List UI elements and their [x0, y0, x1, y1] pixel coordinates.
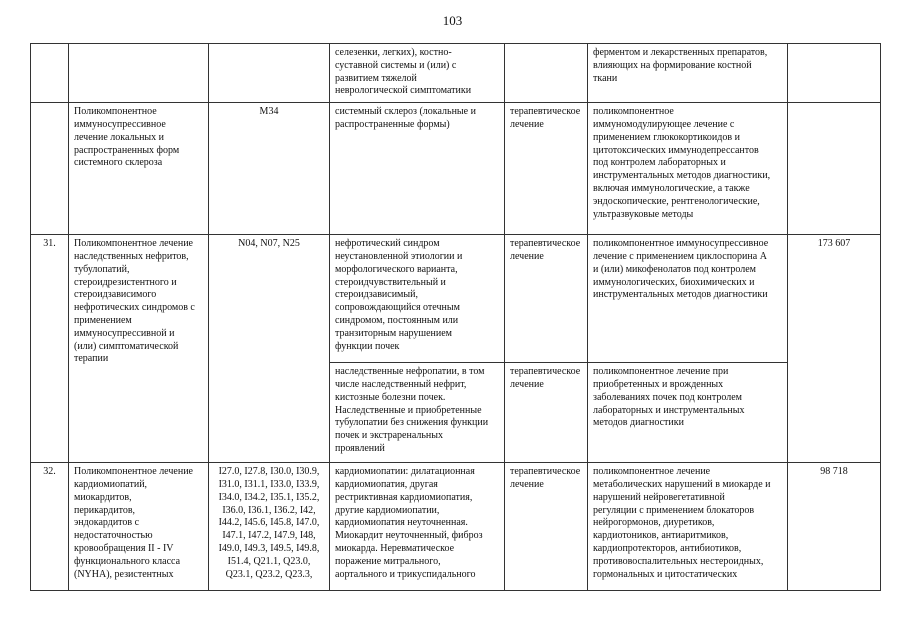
text-line: эндокардитов с — [74, 517, 140, 529]
text-line: поликомпонентное иммуносупрессивное — [593, 238, 769, 250]
text-line: эндоскопические, рентгенологические, — [593, 195, 760, 207]
text-line: применением — [74, 314, 132, 326]
text-line: методов диагностики — [593, 417, 684, 429]
text-line: поликомпонентное лечение при — [593, 366, 729, 378]
text-line: поликомпонентное — [593, 106, 674, 118]
text-line: иммунологических, биохимических и — [593, 276, 755, 288]
text-line: миокардитов, — [74, 491, 132, 503]
text-line: функции почек — [335, 340, 400, 352]
cell-method — [588, 103, 788, 235]
text-line: стероидчувствительный и — [335, 276, 446, 288]
text-line: и (или) микофенолатов под контролем — [593, 263, 756, 275]
text-line: влияющих на формирование костной — [593, 59, 752, 71]
row-number: 31. — [43, 238, 56, 250]
cell-name — [69, 235, 209, 463]
text-line: транзиторным нарушением — [335, 327, 452, 339]
text-line: I31.0, I31.1, I33.0, I33.9, — [218, 478, 320, 490]
cell-name — [69, 44, 209, 103]
text-line: включая иммунологические, а также — [593, 182, 750, 194]
vmp-table — [30, 43, 881, 591]
text-line: ультразвуковые методы — [593, 208, 694, 220]
text-line: почек и экстраренальных — [335, 430, 443, 442]
text-line: кардиомиопатии: дилатационная — [335, 466, 475, 478]
text-line: Наследственные и приобретенные — [335, 404, 482, 416]
page-number: 103 — [442, 13, 463, 28]
cell-name — [69, 463, 209, 591]
text-line: под контролем лабораторных и — [593, 157, 726, 169]
text-line: Миокардит неуточненный, фиброз — [335, 530, 483, 542]
text-line: стероидзависимого — [74, 289, 157, 301]
text-line: M34 — [259, 106, 279, 118]
text-line: приобретенных и врожденных — [593, 378, 724, 390]
text-line: N04, N07, N25 — [238, 238, 300, 250]
text-line: инструментальных методов диагностики — [593, 289, 768, 301]
text-line: лечение — [510, 378, 544, 390]
text-line: заболеваниях почек под контролем — [593, 391, 742, 403]
text-line: рестриктивная кардиомиопатия, — [335, 491, 473, 503]
text-line: числе наследственный нефрит, — [335, 378, 467, 390]
cell-method — [588, 235, 788, 363]
cell-cost — [788, 44, 881, 103]
cell-treatment — [505, 363, 588, 463]
text-line: нефротических синдромов с — [74, 302, 195, 314]
text-line: I27.0, I27.8, I30.0, I30.9, — [218, 466, 320, 478]
text-line: другие кардиомиопатии, — [335, 504, 440, 516]
text-line: иммуносупрессивное — [74, 118, 166, 130]
text-line: I47.1, I47.2, I47.9, I48, — [222, 530, 316, 542]
text-line: терапевтическое — [510, 106, 581, 118]
text-line: лабораторных и инструментальных — [593, 404, 745, 416]
text-line: кардиопротекторов, антибиотиков, — [593, 542, 742, 554]
cell-model — [330, 44, 505, 103]
text-line: распространенные формы) — [335, 118, 450, 130]
text-line: терапевтическое — [510, 466, 581, 478]
text-line: неустановленной этиологии и — [335, 250, 463, 262]
table-row-scleroderma — [31, 103, 881, 235]
cell-cost — [788, 463, 881, 591]
cell-number — [31, 103, 69, 235]
text-line: гормональных и цитостатических — [593, 568, 738, 580]
text-line: терапевтическое — [510, 366, 581, 378]
cost-value: 98 718 — [820, 466, 848, 478]
text-line: терапевтическое — [510, 238, 581, 250]
cell-name — [69, 103, 209, 235]
text-line: морфологического варианта, — [335, 263, 458, 275]
text-line: I34.0, I34.2, I35.1, I35.2, — [218, 491, 320, 503]
text-line: нефротический синдром — [335, 238, 440, 250]
text-line: метаболических нарушений в миокарде и — [593, 478, 771, 490]
cell-codes — [209, 235, 330, 463]
text-line: Поликомпонентное — [74, 106, 157, 118]
text-line: I44.2, I45.6, I45.8, I47.0, — [218, 517, 320, 529]
cell-number — [31, 235, 69, 463]
text-line: регуляции с применением блокаторов — [593, 504, 755, 516]
cell-model — [330, 235, 505, 363]
text-line: неврологической симптоматики — [335, 85, 472, 97]
text-line: селезенки, легких), костно- — [335, 47, 452, 58]
cell-method — [588, 44, 788, 103]
text-line: недостаточностью — [74, 530, 153, 542]
text-line: применением глюкокортикоидов и — [593, 131, 740, 143]
text-line: системный склероз (локальные и — [335, 106, 476, 118]
text-line: иммуносупрессивной и — [74, 327, 175, 339]
text-line: иммуномодулирующее лечение с — [593, 118, 735, 130]
text-line: кардиомиопатия неуточненная. — [335, 517, 468, 529]
text-line: кардиотоников, антиаритмиков, — [593, 530, 729, 542]
table-row-continuation — [31, 44, 881, 103]
text-line: тубулопатии без снижения функции — [335, 417, 489, 429]
cell-model — [330, 103, 505, 235]
cell-codes — [209, 103, 330, 235]
text-line: поликомпонентное лечение — [593, 466, 711, 478]
cell-treatment — [505, 44, 588, 103]
text-line: наследственные нефропатии, в том — [335, 366, 485, 378]
text-line: I49.0, I49.3, I49.5, I49.8, — [218, 542, 320, 554]
text-line: перикардитов, — [74, 504, 136, 516]
text-line: нарушений нейровегетативной — [593, 491, 725, 503]
text-line: I36.0, I36.1, I36.2, I42, — [222, 504, 316, 516]
text-line: терапии — [74, 353, 109, 365]
text-line: лечение с применением циклоспорина А — [593, 250, 767, 262]
text-line: развитием тяжелой — [335, 72, 417, 84]
text-line: Поликомпонентное лечение — [74, 466, 193, 478]
text-line: кистозные болезни почек. — [335, 391, 446, 403]
cell-method — [588, 363, 788, 463]
text-line: ферментом и лекарственных препаратов, — [593, 47, 768, 58]
text-line: распространенных форм — [74, 144, 180, 156]
text-line: функционального класса — [74, 555, 181, 567]
text-line: кровообращения II - IV — [74, 542, 174, 554]
cell-number — [31, 463, 69, 591]
text-line: цитотоксических иммунодепрессантов — [593, 144, 759, 156]
cell-treatment — [505, 463, 588, 591]
text-line: Q23.1, Q23.2, Q23.3, — [225, 568, 313, 580]
cell-cost — [788, 103, 881, 235]
text-line: синдромом, постоянным или — [335, 314, 459, 326]
text-line: суставной системы и (или) с — [335, 59, 457, 71]
cell-codes — [209, 463, 330, 591]
text-line: лечение — [510, 250, 544, 262]
text-line: тубулопатий, — [74, 263, 130, 275]
text-line: кардиомиопатия, другая — [335, 478, 438, 490]
text-line: системного склероза — [74, 157, 163, 169]
text-line: I51.4, Q21.1, Q23.0, — [227, 555, 311, 567]
text-line: противовоспалительных нестероидных, — [593, 555, 764, 567]
text-line: лечение — [510, 478, 544, 490]
cell-method — [588, 463, 788, 591]
cell-number — [31, 44, 69, 103]
text-line: стероидзависимый, — [335, 289, 418, 301]
table-row-32 — [31, 463, 881, 591]
cell-codes — [209, 44, 330, 103]
text-line: поражение митрального, — [335, 555, 441, 567]
text-line: миокарда. Неревматическое — [335, 542, 455, 554]
row-number: 32. — [43, 466, 56, 478]
text-line: (NYHA), резистентных — [74, 568, 174, 580]
text-line: стероидрезистентного и — [74, 276, 177, 288]
cell-model — [330, 363, 505, 463]
table-row-31 — [31, 235, 881, 363]
text-line: лечение — [510, 118, 544, 130]
text-line: ткани — [593, 72, 618, 84]
text-line: лечение локальных и — [74, 131, 164, 143]
cell-treatment — [505, 235, 588, 363]
cell-cost — [788, 235, 881, 463]
text-line: аортального и трикуспидального — [335, 568, 476, 580]
text-line: инструментальных методов диагностики, — [593, 170, 771, 182]
text-line: кардиомиопатий, — [74, 478, 148, 490]
text-line: Поликомпонентное лечение — [74, 238, 193, 250]
cell-treatment — [505, 103, 588, 235]
text-line: проявлений — [335, 442, 385, 454]
cell-model — [330, 463, 505, 591]
text-line: сопровождающийся отечным — [335, 302, 460, 314]
text-line: (или) симптоматической — [74, 340, 179, 352]
cost-value: 173 607 — [817, 238, 851, 250]
text-line: наследственных нефритов, — [74, 250, 189, 262]
text-line: нейрогормонов, диуретиков, — [593, 517, 715, 529]
